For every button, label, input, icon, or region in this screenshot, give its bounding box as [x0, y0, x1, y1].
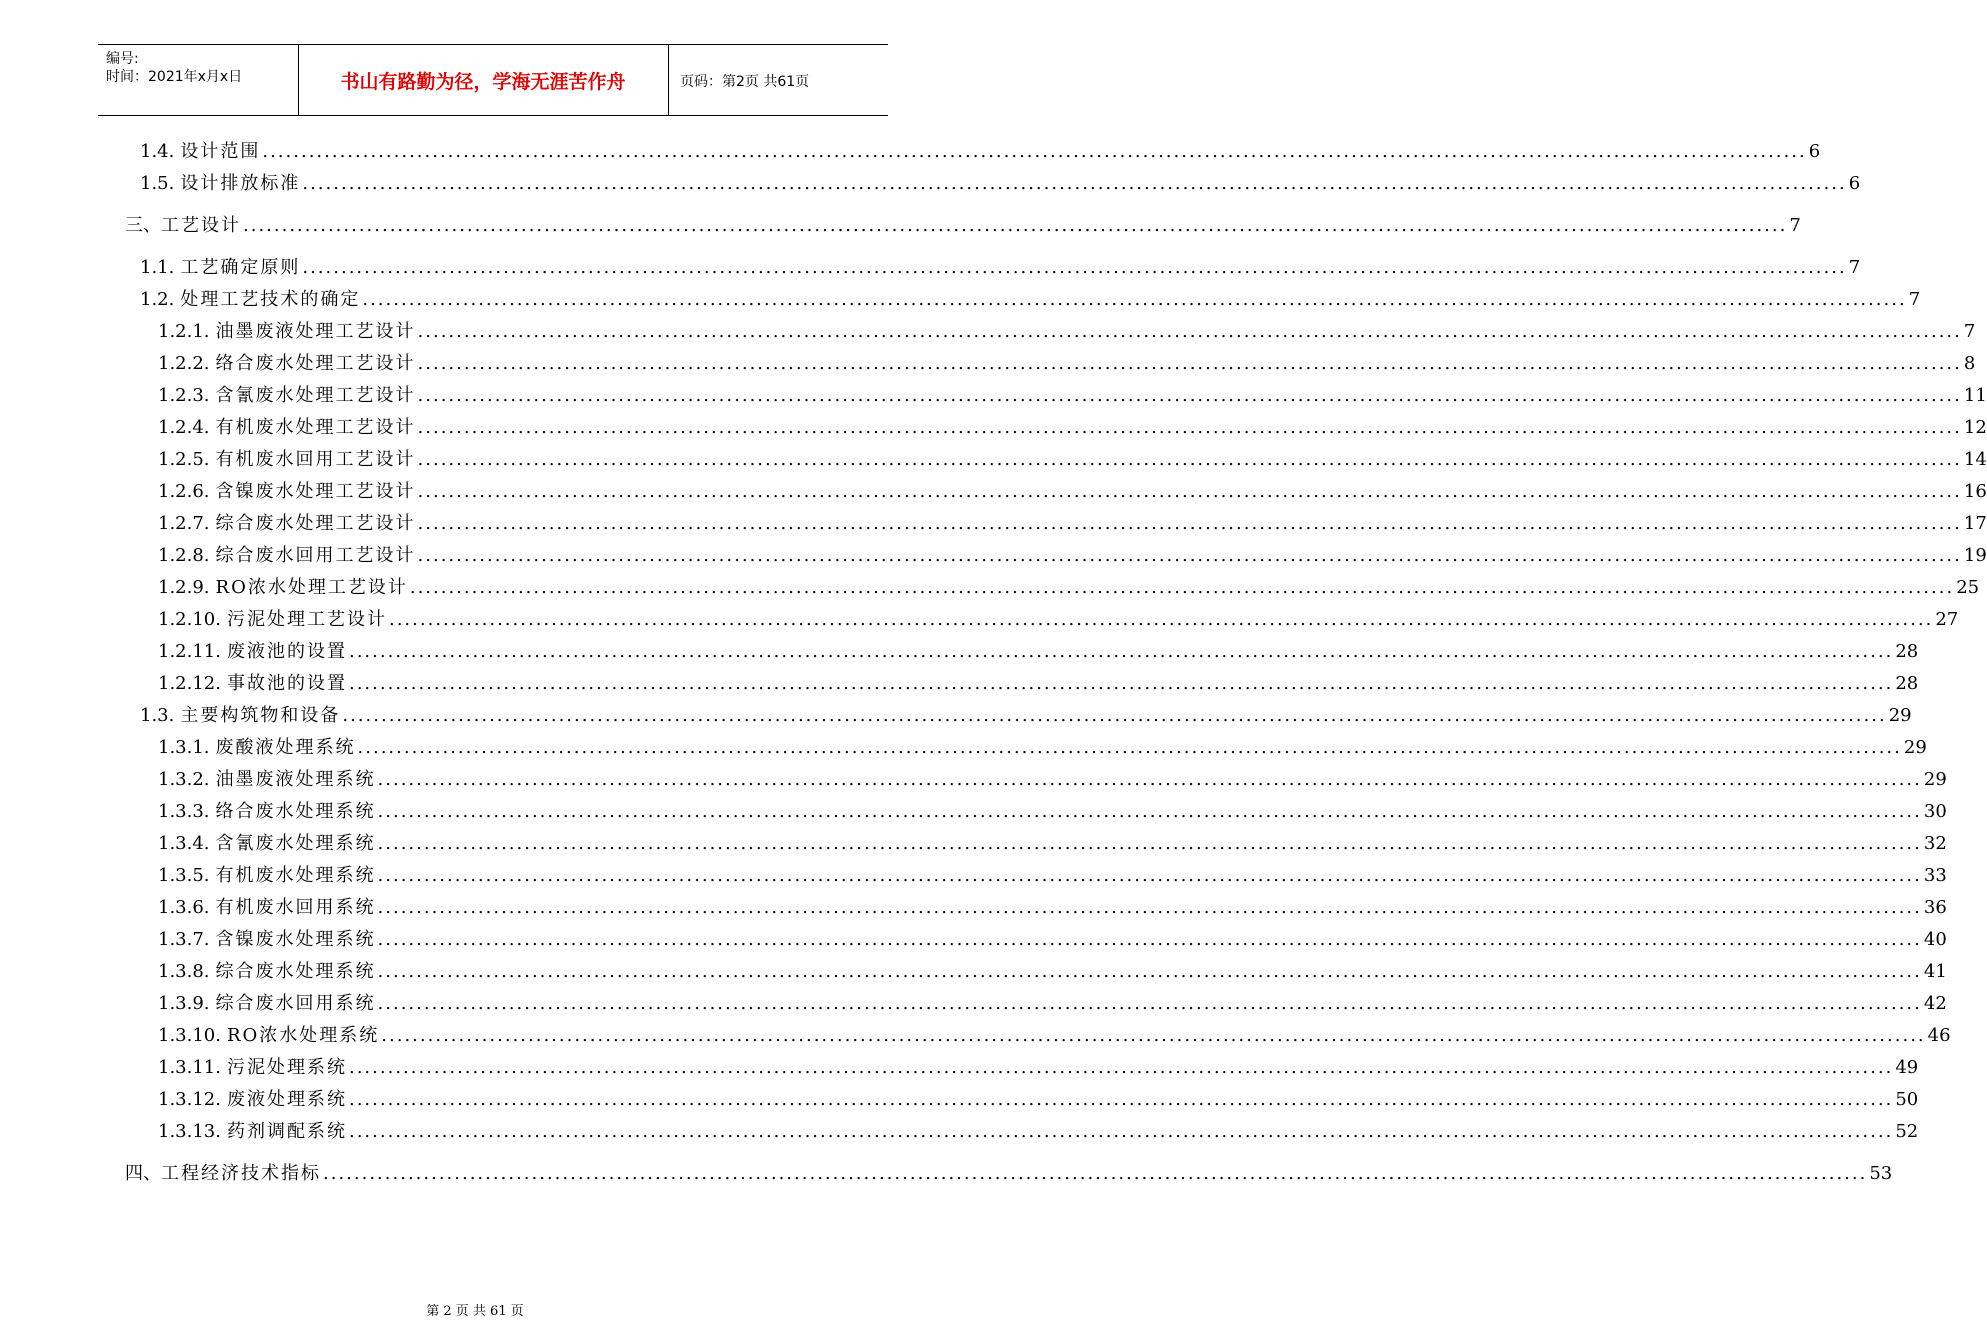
toc-entry-title: RO浓水处理工艺设计 — [215, 577, 408, 598]
toc-leader-dots: ........................................................................................................................................................................................................ — [302, 173, 1847, 194]
toc-entry-page: 7 — [1908, 289, 1921, 310]
toc-entry-title: 主要构筑物和设备 — [180, 705, 341, 726]
toc-entry-title: 含氰废水处理工艺设计 — [215, 385, 416, 406]
toc-leader-dots: ........................................................................................................................................................................................................ — [348, 1121, 1894, 1142]
toc-entry-number: 1.2.12. — [158, 673, 221, 694]
toc-entry-page: 46 — [1927, 1025, 1951, 1046]
toc-entry-page: 29 — [1923, 769, 1947, 790]
toc-entry-title: 废液处理系统 — [226, 1089, 347, 1110]
toc-entry[interactable] — [158, 381, 1987, 411]
toc-leader-dots: ........................................................................................................................................................................................................ — [377, 801, 1922, 822]
toc-entry-page: 27 — [1935, 609, 1959, 630]
toc-leader-dots: ........................................................................................................................................................................................................ — [377, 929, 1922, 950]
toc-leader-dots: ........................................................................................................................................................................................................ — [377, 833, 1922, 854]
toc-entry-page: 41 — [1923, 961, 1947, 982]
toc-leader-dots: ........................................................................................................................................................................................................ — [417, 545, 1962, 566]
toc-entry[interactable] — [158, 573, 1980, 603]
toc-entry-title: 络合废水处理系统 — [215, 801, 376, 822]
toc-entry-title: 处理工艺技术的确定 — [180, 289, 361, 310]
toc-entry-page: 16 — [1963, 481, 1987, 502]
toc-entry[interactable] — [158, 637, 1919, 667]
toc-entry[interactable] — [158, 733, 1927, 763]
toc-entry[interactable] — [158, 349, 1976, 379]
toc-entry-number: 1.3.6. — [158, 897, 210, 918]
toc-entry-title: 设计范围 — [180, 141, 261, 162]
toc-entry-title: 油墨废液处理工艺设计 — [215, 321, 416, 342]
toc-entry-title: 综合废水回用系统 — [215, 993, 376, 1014]
toc-entry[interactable] — [158, 925, 1947, 955]
toc-entry[interactable] — [140, 701, 1912, 731]
toc-entry-number: 1.2.1. — [158, 321, 210, 342]
toc-entry-number: 三、 — [125, 215, 161, 236]
toc-entry-number: 1.3. — [140, 705, 175, 726]
toc-entry-number: 1.3.4. — [158, 833, 210, 854]
toc-entry-title: 综合废水回用工艺设计 — [215, 545, 416, 566]
toc-leader-dots: ........................................................................................................................................................................................................ — [377, 961, 1922, 982]
toc-entry[interactable] — [125, 1159, 1893, 1189]
toc-entry-title: 油墨废液处理系统 — [215, 769, 376, 790]
toc-entry-title: 含镍废水处理工艺设计 — [215, 481, 416, 502]
page-footer: 第 2 页 共 61 页 — [426, 1304, 524, 1319]
toc-entry[interactable] — [158, 1117, 1919, 1147]
toc-entry-page: 29 — [1888, 705, 1912, 726]
toc-entry-title: 有机废水处理工艺设计 — [215, 417, 416, 438]
toc-entry-number: 1.2.11. — [158, 641, 221, 662]
toc-entry-title: 事故池的设置 — [226, 673, 347, 694]
toc-entry-number: 1.2.4. — [158, 417, 210, 438]
toc-leader-dots: ........................................................................................................................................................................................................ — [409, 577, 1955, 598]
toc-entry-page: 53 — [1869, 1163, 1893, 1184]
toc-leader-dots: ........................................................................................................................................................................................................ — [417, 481, 1962, 502]
toc-entry-number: 1.2.6. — [158, 481, 210, 502]
toc-entry-page: 36 — [1923, 897, 1947, 918]
header-time-label: 时间：2021年x月x日 — [106, 69, 243, 85]
toc-entry-page: 52 — [1895, 1121, 1919, 1142]
toc-entry-title: 污泥处理系统 — [226, 1057, 347, 1078]
toc-entry-page: 29 — [1903, 737, 1927, 758]
toc-entry-page: 33 — [1923, 865, 1947, 886]
toc-entry-page: 7 — [1789, 215, 1801, 236]
toc-entry-page: 25 — [1956, 577, 1980, 598]
toc-entry-number: 1.2.5. — [158, 449, 210, 470]
header-motto: 书山有路勤为径，学海无涯苦作舟 — [340, 71, 626, 93]
toc-entry-page: 40 — [1923, 929, 1947, 950]
toc-leader-dots: ........................................................................................................................................................................................................ — [348, 1057, 1894, 1078]
toc-entry[interactable] — [140, 137, 1821, 167]
toc-entry-page: 17 — [1963, 513, 1987, 534]
toc-entry[interactable] — [158, 893, 1947, 923]
toc-entry-number: 1.3.9. — [158, 993, 210, 1014]
toc-leader-dots: ........................................................................................................................................................................................................ — [348, 673, 1894, 694]
toc-entry-number: 1.2.7. — [158, 513, 210, 534]
toc-entry[interactable] — [158, 445, 1987, 475]
toc-entry-title: 络合废水处理工艺设计 — [215, 353, 416, 374]
toc-entry-number: 1.5. — [140, 173, 175, 194]
toc-leader-dots: ........................................................................................................................................................................................................ — [417, 417, 1962, 438]
toc-entry-page: 14 — [1963, 449, 1987, 470]
toc-entry[interactable] — [158, 1021, 1951, 1051]
toc-entry-page: 28 — [1895, 641, 1919, 662]
toc-leader-dots: ........................................................................................................................................................................................................ — [388, 609, 1934, 630]
toc-entry-number: 1.3.7. — [158, 929, 210, 950]
toc-entry-number: 1.4. — [140, 141, 175, 162]
toc-entry-page: 6 — [1808, 141, 1821, 162]
toc-entry[interactable] — [140, 253, 1861, 283]
toc-entry[interactable] — [158, 797, 1947, 827]
toc-entry-title: 污泥处理工艺设计 — [226, 609, 387, 630]
toc-entry-title: 综合废水处理工艺设计 — [215, 513, 416, 534]
toc-entry-number: 1.3.2. — [158, 769, 210, 790]
toc-leader-dots: ........................................................................................................................................................................................................ — [323, 1163, 1868, 1184]
toc-entry-title: 废液池的设置 — [226, 641, 347, 662]
toc-leader-dots: ........................................................................................................................................................................................................ — [348, 1089, 1894, 1110]
toc-entry[interactable] — [158, 605, 1959, 635]
toc-entry-title: RO浓水处理系统 — [226, 1025, 380, 1046]
toc-leader-dots: ........................................................................................................................................................................................................ — [377, 993, 1922, 1014]
toc-entry[interactable] — [158, 477, 1987, 507]
toc-entry-number: 1.2.10. — [158, 609, 221, 630]
toc-leader-dots: ........................................................................................................................................................................................................ — [262, 141, 1807, 162]
toc-entry-page: 11 — [1963, 385, 1987, 406]
toc-entry-page: 19 — [1963, 545, 1987, 566]
toc-entry-page: 30 — [1923, 801, 1947, 822]
toc-entry-number: 1.3.1. — [158, 737, 210, 758]
toc-entry-title: 设计排放标准 — [180, 173, 301, 194]
toc-leader-dots: ........................................................................................................................................................................................................ — [417, 353, 1962, 374]
toc-entry-title: 含镍废水处理系统 — [215, 929, 376, 950]
toc-entry-page: 7 — [1848, 257, 1861, 278]
toc-entry[interactable] — [158, 413, 1987, 443]
toc-entry[interactable] — [158, 1085, 1919, 1115]
toc-entry[interactable] — [140, 285, 1921, 315]
toc-entry-number: 1.2.8. — [158, 545, 210, 566]
toc-entry-number: 1.3.11. — [158, 1057, 221, 1078]
toc-leader-dots: ........................................................................................................................................................................................................ — [381, 1025, 1926, 1046]
toc-entry[interactable] — [158, 509, 1987, 539]
toc-entry-number: 1.2.2. — [158, 353, 210, 374]
toc-entry-page: 7 — [1963, 321, 1976, 342]
toc-entry-page: 49 — [1895, 1057, 1919, 1078]
toc-entry-title: 废酸液处理系统 — [215, 737, 356, 758]
toc-entry-title: 有机废水处理系统 — [215, 865, 376, 886]
toc-entry[interactable] — [125, 211, 1801, 241]
toc-leader-dots: ........................................................................................................................................................................................................ — [377, 897, 1922, 918]
toc-entry[interactable] — [140, 169, 1861, 199]
toc-entry-page: 32 — [1923, 833, 1947, 854]
toc-entry-page: 42 — [1923, 993, 1947, 1014]
toc-entry-number: 1.3.8. — [158, 961, 210, 982]
toc-leader-dots: ........................................................................................................................................................................................................ — [357, 737, 1902, 758]
toc-leader-dots: ........................................................................................................................................................................................................ — [362, 289, 1907, 310]
toc-entry-title: 工程经济技术指标 — [161, 1163, 321, 1184]
toc-entry-page: 6 — [1848, 173, 1861, 194]
toc-entry-page: 12 — [1963, 417, 1987, 438]
toc-leader-dots: ........................................................................................................................................................................................................ — [243, 215, 1788, 236]
toc-entry[interactable] — [158, 317, 1976, 347]
toc-entry-number: 1.2.9. — [158, 577, 210, 598]
toc-leader-dots: ........................................................................................................................................................................................................ — [377, 769, 1922, 790]
toc-entry-title: 药剂调配系统 — [226, 1121, 347, 1142]
toc-entry-page: 50 — [1895, 1089, 1919, 1110]
header-divider — [668, 45, 669, 115]
toc-entry-title: 有机废水回用工艺设计 — [215, 449, 416, 470]
toc-entry-number: 1.3.12. — [158, 1089, 221, 1110]
toc-entry-page: 28 — [1895, 673, 1919, 694]
toc-entry-number: 1.3.3. — [158, 801, 210, 822]
toc-entry[interactable] — [158, 541, 1987, 571]
page-header — [98, 44, 888, 116]
header-page-info: 页码：第2页 共61页 — [680, 74, 810, 90]
toc-leader-dots: ........................................................................................................................................................................................................ — [348, 641, 1894, 662]
toc-entry[interactable] — [158, 1053, 1919, 1083]
toc-entry[interactable] — [158, 829, 1947, 859]
toc-leader-dots: ........................................................................................................................................................................................................ — [342, 705, 1887, 726]
header-number-label: 编号: — [106, 51, 139, 67]
toc-leader-dots: ........................................................................................................................................................................................................ — [377, 865, 1922, 886]
toc-entry-number: 1.3.5. — [158, 865, 210, 886]
toc-entry[interactable] — [158, 765, 1947, 795]
toc-entry[interactable] — [158, 861, 1947, 891]
toc-entry-number: 1.3.13. — [158, 1121, 221, 1142]
toc-entry-title: 工艺设计 — [161, 215, 241, 236]
toc-entry[interactable] — [158, 669, 1919, 699]
toc-entry-number: 1.3.10. — [158, 1025, 221, 1046]
toc-entry-number: 1.2. — [140, 289, 175, 310]
toc-leader-dots: ........................................................................................................................................................................................................ — [302, 257, 1847, 278]
toc-entry-page: 8 — [1963, 353, 1976, 374]
toc-entry-title: 含氰废水处理系统 — [215, 833, 376, 854]
toc-entry-title: 综合废水处理系统 — [215, 961, 376, 982]
toc-entry-number: 1.2.3. — [158, 385, 210, 406]
toc-entry-title: 有机废水回用系统 — [215, 897, 376, 918]
toc-leader-dots: ........................................................................................................................................................................................................ — [417, 321, 1962, 342]
toc-leader-dots: ........................................................................................................................................................................................................ — [417, 385, 1962, 406]
toc-entry[interactable] — [158, 957, 1947, 987]
toc-entry-number: 1.1. — [140, 257, 175, 278]
toc-entry-title: 工艺确定原则 — [180, 257, 301, 278]
toc-entry-number: 四、 — [125, 1163, 161, 1184]
toc-leader-dots: ........................................................................................................................................................................................................ — [417, 513, 1962, 534]
toc-entry[interactable] — [158, 989, 1947, 1019]
toc-leader-dots: ........................................................................................................................................................................................................ — [417, 449, 1962, 470]
header-meta — [106, 50, 242, 86]
